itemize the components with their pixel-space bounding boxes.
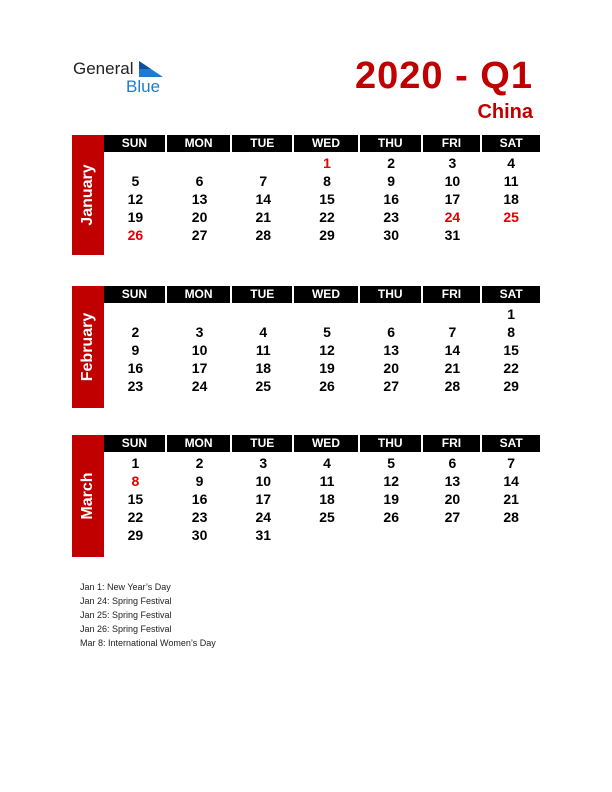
day-cell: 6 bbox=[448, 455, 457, 471]
day-cell: 9 bbox=[387, 173, 396, 189]
day-cell: 17 bbox=[255, 491, 272, 507]
day-cell: 5 bbox=[323, 324, 331, 340]
month-name: March bbox=[79, 472, 96, 520]
day-cell bbox=[423, 526, 483, 544]
holiday-item: Jan 26: Spring Festival bbox=[80, 624, 172, 634]
day-cell: 12 bbox=[383, 473, 399, 489]
day-cell: 23 bbox=[191, 509, 208, 525]
day-cell: 3 bbox=[259, 455, 268, 471]
day-cell: 8 bbox=[131, 473, 140, 489]
holiday-item: Mar 8: International Women’s Day bbox=[80, 638, 216, 648]
week-row bbox=[104, 226, 540, 244]
day-cell: 4 bbox=[507, 155, 516, 171]
weekday-header: TUE bbox=[232, 135, 292, 152]
weekday-header: WED bbox=[294, 435, 358, 452]
day-cell bbox=[104, 305, 167, 323]
day-cell: 27 bbox=[444, 509, 461, 525]
day-cell: 31 bbox=[444, 227, 461, 243]
month-label-bar bbox=[72, 435, 104, 557]
holiday-list bbox=[80, 580, 216, 650]
day-cell: 8 bbox=[507, 324, 516, 340]
day-cell bbox=[104, 154, 167, 172]
month-grid bbox=[104, 286, 540, 395]
week-row bbox=[104, 508, 540, 526]
day-cell bbox=[232, 305, 294, 323]
day-cell bbox=[232, 154, 294, 172]
weekday-header: SAT bbox=[482, 135, 540, 152]
month-block-march bbox=[72, 435, 540, 557]
day-cell: 12 bbox=[127, 191, 144, 207]
weekday-header: SAT bbox=[482, 435, 540, 452]
week-row bbox=[104, 526, 540, 544]
day-cell: 7 bbox=[507, 455, 516, 471]
week-row bbox=[104, 472, 540, 490]
day-cell: 25 bbox=[255, 378, 272, 394]
day-cell: 20 bbox=[444, 491, 461, 507]
day-cell: 12 bbox=[319, 342, 335, 358]
day-cell: 1 bbox=[323, 155, 331, 171]
day-cell: 3 bbox=[448, 155, 457, 171]
weekday-header: SUN bbox=[104, 135, 165, 152]
day-cell: 1 bbox=[507, 306, 516, 322]
day-cell: 6 bbox=[195, 173, 204, 189]
weekday-header-row bbox=[104, 135, 540, 152]
day-cell: 15 bbox=[319, 191, 335, 207]
month-block-february bbox=[72, 286, 540, 408]
day-cell: 9 bbox=[131, 342, 140, 358]
day-cell: 5 bbox=[387, 455, 396, 471]
week-row bbox=[104, 341, 540, 359]
day-cell: 13 bbox=[444, 473, 461, 489]
day-cell bbox=[294, 305, 360, 323]
day-cell: 3 bbox=[195, 324, 204, 340]
day-cell: 2 bbox=[195, 455, 204, 471]
weekday-header: MON bbox=[167, 435, 231, 452]
day-cell: 30 bbox=[383, 227, 399, 243]
weekday-header: WED bbox=[294, 135, 358, 152]
day-cell: 24 bbox=[191, 378, 208, 394]
holiday-item: Jan 25: Spring Festival bbox=[80, 610, 172, 620]
weekday-header: WED bbox=[294, 286, 358, 303]
day-cell: 23 bbox=[127, 378, 144, 394]
day-cell: 13 bbox=[383, 342, 399, 358]
day-cell: 14 bbox=[444, 342, 461, 358]
weekday-header: MON bbox=[167, 135, 231, 152]
day-cell: 9 bbox=[195, 473, 204, 489]
day-cell: 30 bbox=[191, 527, 208, 543]
week-row bbox=[104, 172, 540, 190]
day-cell: 21 bbox=[255, 209, 272, 225]
day-cell: 19 bbox=[383, 491, 399, 507]
day-cell: 24 bbox=[444, 209, 461, 225]
day-cell: 17 bbox=[191, 360, 208, 376]
month-label-bar bbox=[72, 135, 104, 255]
day-cell: 28 bbox=[503, 509, 519, 525]
day-cell: 24 bbox=[255, 509, 272, 525]
weekday-header-row bbox=[104, 286, 540, 303]
page-title: 2020 - Q1 bbox=[355, 55, 533, 97]
day-cell: 17 bbox=[444, 191, 461, 207]
day-cell: 19 bbox=[127, 209, 144, 225]
day-cell: 11 bbox=[255, 342, 271, 358]
day-cell: 21 bbox=[444, 360, 461, 376]
day-cell: 20 bbox=[191, 209, 208, 225]
day-cell bbox=[294, 526, 360, 544]
holiday-item: Jan 24: Spring Festival bbox=[80, 596, 172, 606]
day-cell: 27 bbox=[383, 378, 399, 394]
weekday-header: TUE bbox=[232, 435, 292, 452]
day-cell: 26 bbox=[127, 227, 144, 243]
day-cell bbox=[360, 526, 423, 544]
day-cell: 22 bbox=[503, 360, 519, 376]
day-cell: 11 bbox=[319, 473, 335, 489]
day-cell: 5 bbox=[131, 173, 140, 189]
week-row bbox=[104, 454, 540, 472]
weekday-header: SAT bbox=[482, 286, 540, 303]
day-cell: 2 bbox=[131, 324, 140, 340]
day-cell: 13 bbox=[191, 191, 208, 207]
logo-text-general: General bbox=[73, 59, 134, 78]
day-cell: 16 bbox=[127, 360, 144, 376]
day-cell: 14 bbox=[255, 191, 272, 207]
logo-text-blue: Blue bbox=[126, 77, 161, 96]
day-cell: 28 bbox=[444, 378, 461, 394]
weekday-header: THU bbox=[360, 435, 421, 452]
day-cell: 4 bbox=[259, 324, 268, 340]
day-cell: 23 bbox=[383, 209, 399, 225]
day-cell: 6 bbox=[387, 324, 396, 340]
weekday-header: TUE bbox=[232, 286, 292, 303]
month-block-january bbox=[72, 135, 540, 255]
day-cell: 22 bbox=[127, 509, 144, 525]
week-row bbox=[104, 490, 540, 508]
day-cell: 18 bbox=[503, 191, 519, 207]
day-cell: 28 bbox=[255, 227, 272, 243]
logo bbox=[73, 60, 160, 95]
weekday-header: THU bbox=[360, 135, 421, 152]
week-row bbox=[104, 208, 540, 226]
day-cell: 25 bbox=[503, 209, 519, 225]
month-name: January bbox=[79, 164, 96, 226]
week-row bbox=[104, 359, 540, 377]
day-cell: 31 bbox=[255, 527, 272, 543]
week-row bbox=[104, 154, 540, 172]
weekday-header: THU bbox=[360, 286, 421, 303]
weekday-header-row bbox=[104, 435, 540, 452]
month-name: February bbox=[79, 312, 96, 382]
day-cell: 29 bbox=[503, 378, 519, 394]
day-cell: 16 bbox=[383, 191, 399, 207]
day-cell: 8 bbox=[323, 173, 331, 189]
day-cell: 7 bbox=[259, 173, 268, 189]
day-cell: 2 bbox=[387, 155, 396, 171]
month-grid bbox=[104, 135, 540, 244]
weekday-header: SUN bbox=[104, 286, 165, 303]
day-cell: 10 bbox=[444, 173, 461, 189]
day-cell: 22 bbox=[319, 209, 335, 225]
day-cell: 26 bbox=[383, 509, 399, 525]
day-cell: 20 bbox=[383, 360, 399, 376]
day-cell: 27 bbox=[191, 227, 208, 243]
week-row bbox=[104, 190, 540, 208]
weekday-header: SUN bbox=[104, 435, 165, 452]
day-cell bbox=[360, 305, 423, 323]
day-cell: 15 bbox=[503, 342, 519, 358]
day-cell: 10 bbox=[191, 342, 208, 358]
day-cell: 14 bbox=[503, 473, 519, 489]
weekday-header: MON bbox=[167, 286, 231, 303]
day-cell: 11 bbox=[503, 173, 519, 189]
day-cell: 1 bbox=[131, 455, 140, 471]
day-cell bbox=[167, 305, 233, 323]
weekday-header: FRI bbox=[423, 286, 481, 303]
week-row bbox=[104, 377, 540, 395]
day-cell: 21 bbox=[503, 491, 519, 507]
day-cell: 29 bbox=[127, 527, 144, 543]
day-cell bbox=[482, 526, 540, 544]
day-cell bbox=[482, 226, 540, 244]
day-cell: 16 bbox=[191, 491, 208, 507]
country-label: China bbox=[477, 101, 533, 123]
week-row bbox=[104, 323, 540, 341]
day-cell: 7 bbox=[448, 324, 457, 340]
day-cell bbox=[423, 305, 483, 323]
day-cell: 4 bbox=[323, 455, 331, 471]
day-cell: 29 bbox=[319, 227, 335, 243]
day-cell: 10 bbox=[255, 473, 272, 489]
day-cell: 19 bbox=[319, 360, 335, 376]
weekday-header: FRI bbox=[423, 435, 481, 452]
month-label-bar bbox=[72, 286, 104, 408]
logo-triangle-icon bbox=[139, 61, 163, 77]
day-cell: 15 bbox=[127, 491, 144, 507]
day-cell: 18 bbox=[255, 360, 272, 376]
holiday-item: Jan 1: New Year’s Day bbox=[80, 582, 171, 592]
day-cell bbox=[167, 154, 233, 172]
month-grid bbox=[104, 435, 540, 544]
day-cell: 26 bbox=[319, 378, 335, 394]
weekday-header: FRI bbox=[423, 135, 481, 152]
day-cell: 18 bbox=[319, 491, 335, 507]
week-row bbox=[104, 305, 540, 323]
day-cell: 25 bbox=[319, 509, 335, 525]
